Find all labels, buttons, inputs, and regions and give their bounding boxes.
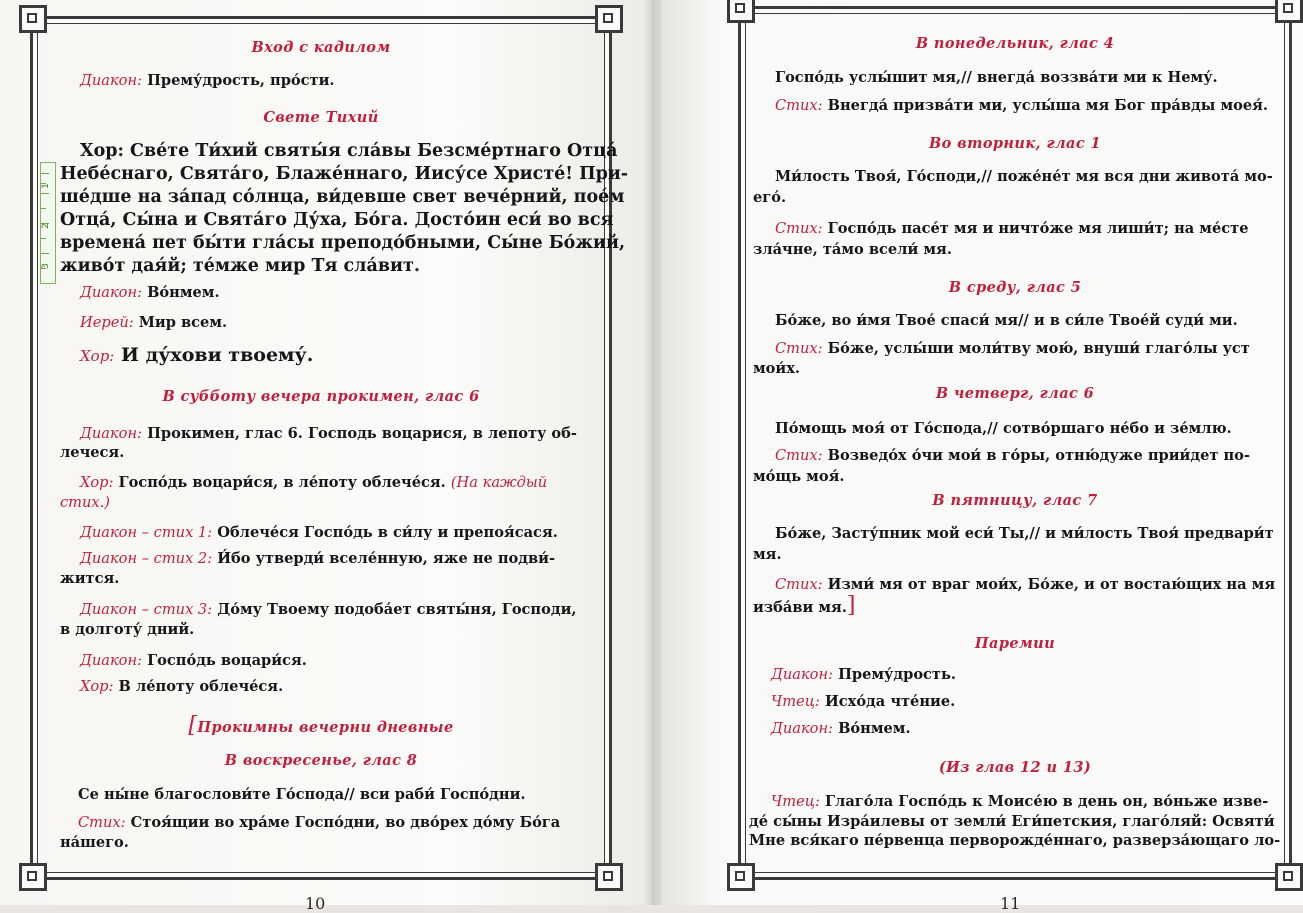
page-number: 11	[1000, 894, 1021, 913]
paragraph-cont: мя.	[753, 546, 782, 563]
role-label: Стих:	[775, 220, 823, 237]
paragraph: Стих: Внегда́ призва́ти ми, услы́ша мя Бог пра́вды моея́.	[775, 97, 1269, 114]
paragraph: Се ны́не благослови́те Го́спода// вси раби́ Госпо́дни.	[78, 786, 526, 803]
page-number: 10	[305, 894, 326, 913]
role-label: Диакон – стих 1:	[80, 524, 213, 541]
paragraph-cont: лечеся.	[60, 444, 125, 461]
paragraph: Госпо́дь услы́шит мя,// внегда́ воззва́ти ми к Нему́.	[775, 69, 1218, 86]
hymn-line: Небе́снаго, Свята́го, Блаже́ннаго, Иису́се Христе́! При-	[60, 164, 629, 184]
paragraph: Хор: В ле́поту облече́ся.	[80, 678, 284, 695]
heading-subbota: В субботу вечера прокимен, глас 6	[162, 388, 480, 405]
role-label: Диакон:	[80, 284, 142, 301]
ruler-label: 2	[40, 223, 51, 229]
hymn-line: живо́т дая́й; те́мже мир Тя сла́вит.	[60, 256, 420, 276]
heading-cht: В четверг, глас 6	[935, 385, 1095, 402]
paragraph: Стих: Возведо́х о́чи мои́ в го́ры, отню́дуже прии́дет по-	[775, 447, 1250, 464]
role-label: Диакон:	[771, 666, 833, 683]
paragraph: Хор: Госпо́дь воцари́ся, в ле́поту облече́ся. (На каждый	[80, 474, 548, 491]
hymn-line: Отца́, Сы́на и Свята́го Ду́ха, Бо́га. Досто́ин еси́ во вся	[60, 210, 614, 230]
role-label: Чтец:	[771, 793, 820, 810]
role-label: Диакон – стих 3:	[80, 601, 213, 618]
heading-sr: В среду, глас 5	[948, 279, 1082, 296]
paragraph: По́мощь моя́ от Го́спода,// сотво́ршаго не́бо и зе́млю.	[775, 420, 1232, 437]
role-label: Стих:	[775, 447, 823, 464]
paragraph-cont: мои́х.	[753, 360, 801, 377]
role-label: Диакон – стих 2:	[80, 550, 213, 567]
paragraph: Стих: Стоя́щии во хра́ме Госпо́дни, во дво́рех до́му Бо́га	[78, 814, 561, 831]
paragraph: Диакон – стих 2: И́бо утверди́ вселе́нную, яже не подви́-	[80, 550, 556, 567]
heading-prokimny: [Прокимны вечерни дневные	[188, 713, 454, 738]
role-label: Диакон:	[80, 652, 142, 669]
ruler-label: 3	[40, 263, 51, 269]
paragraph-cont: Мне вся́каго пе́рвенца перворожде́ннаго, разверза́ющаго ло-	[749, 832, 1281, 849]
paragraph: Диакон: Прему́дрость, про́сти.	[80, 72, 335, 89]
ruler-label: 1	[40, 183, 51, 189]
paragraph-cont: де́ сы́ны Изра́илевы от земли́ Еги́петския, глаго́ляй: Освяти́	[749, 813, 1275, 830]
hymn-line: времена́ пет бы́ти гла́сы преподо́бными, Сы́не Бо́жий,	[60, 233, 626, 253]
role-label: Стих:	[78, 814, 126, 831]
paragraph-cont: на́шего.	[60, 834, 129, 851]
role-label: Диакон:	[771, 720, 833, 737]
heading-vt: Во вторник, глас 1	[928, 135, 1101, 152]
paragraph: Диакон: Прему́дрость.	[771, 666, 956, 683]
rubric-note: (На каждый	[450, 474, 548, 491]
role-label: Хор:	[80, 678, 114, 695]
paragraph: Стих: Бо́же, услы́ши моли́тву мою́, внуши́ глаго́лы уст	[775, 340, 1250, 357]
bracket-mark: [	[188, 713, 198, 738]
role-label: Диакон:	[80, 72, 142, 89]
paragraph: Ми́лость Твоя́, Го́споди,// поже́не́т мя вся дни живота́ мо-	[775, 168, 1273, 185]
role-label: Стих:	[775, 576, 823, 593]
paragraph: Иерей: Мир всем.	[80, 314, 228, 331]
paragraph-cont: в долготу́ дний.	[60, 621, 195, 638]
role-label: Иерей:	[80, 314, 134, 331]
paragraph: Стих: Госпо́дь пасе́т мя и ничто́же мя лиши́т; на ме́сте	[775, 220, 1249, 237]
paragraph: Диакон: Прокимен, глас 6. Господь воцарися, в лепоту об-	[80, 425, 577, 442]
role-label: Хор:	[80, 474, 114, 491]
role-label: Стих:	[775, 97, 823, 114]
bracket-mark: ]	[846, 593, 856, 618]
paragraph-cont: зла́чне, та́мо всели́ мя.	[753, 241, 952, 258]
paragraph: Стих: Изми́ мя от враг мои́х, Бо́же, и от востаю́щих на мя	[775, 576, 1276, 593]
paragraph: Бо́же, Засту́пник мой еси́ Ты,// и ми́лость Твоя́ предвари́т	[775, 525, 1274, 542]
paragraph-cont: жится.	[60, 570, 120, 587]
hymn-line: Хор: Све́те Ти́хий святы́я сла́вы Безсме́ртнаго Отца́	[80, 141, 618, 161]
paragraph: Диакон: Госпо́дь воцари́ся.	[80, 652, 307, 669]
heading-svete: Свете Тихий	[263, 109, 379, 126]
heading-entrance: Вход с кадилом	[251, 39, 391, 56]
paragraph: Бо́же, во и́мя Твое́ спаси́ мя// и в си́ле Твое́й суди́ ми.	[775, 312, 1238, 329]
paragraph: Диакон – стих 1: Облече́ся Госпо́дь в си́лу и препоя́сася.	[80, 524, 558, 541]
paragraph: Диакон: Во́нмем.	[771, 720, 911, 737]
paragraph: Хор: И ду́хови твоему́.	[80, 344, 314, 366]
heading-voskr: В воскресенье, глас 8	[224, 752, 418, 769]
role-label: Диакон:	[80, 425, 142, 442]
heading-iz-glav: (Из глав 12 и 13)	[938, 759, 1092, 776]
role-label: Чтец:	[771, 693, 820, 710]
paragraph: Диакон: Во́нмем.	[80, 284, 220, 301]
heading-pon: В понедельник, глас 4	[915, 35, 1115, 52]
paragraph-cont: изба́ви мя.]	[753, 593, 856, 618]
paragraph: Диакон – стих 3: До́му Твоему подоба́ет святы́ня, Господи,	[80, 601, 577, 618]
role-label: Стих:	[775, 340, 823, 357]
paragraph: Чтец: Глаго́ла Госпо́дь к Моисе́ю в день он, во́ньже изве-	[771, 793, 1269, 810]
hymn-line: ше́дше на за́пад со́лнца, ви́девше свет вече́рний, пое́м	[60, 187, 625, 207]
paragraph-cont: мо́щь моя́.	[753, 468, 845, 485]
paragraph-cont: его́.	[753, 189, 787, 206]
paragraph: Чтец: Исхо́да чте́ние.	[771, 693, 956, 710]
role-label: Хор:	[80, 347, 115, 365]
heading-pt: В пятницу, глас 7	[932, 492, 1098, 509]
heading-paremii: Паремии	[974, 635, 1056, 652]
rubric-note: стих.)	[60, 494, 110, 511]
